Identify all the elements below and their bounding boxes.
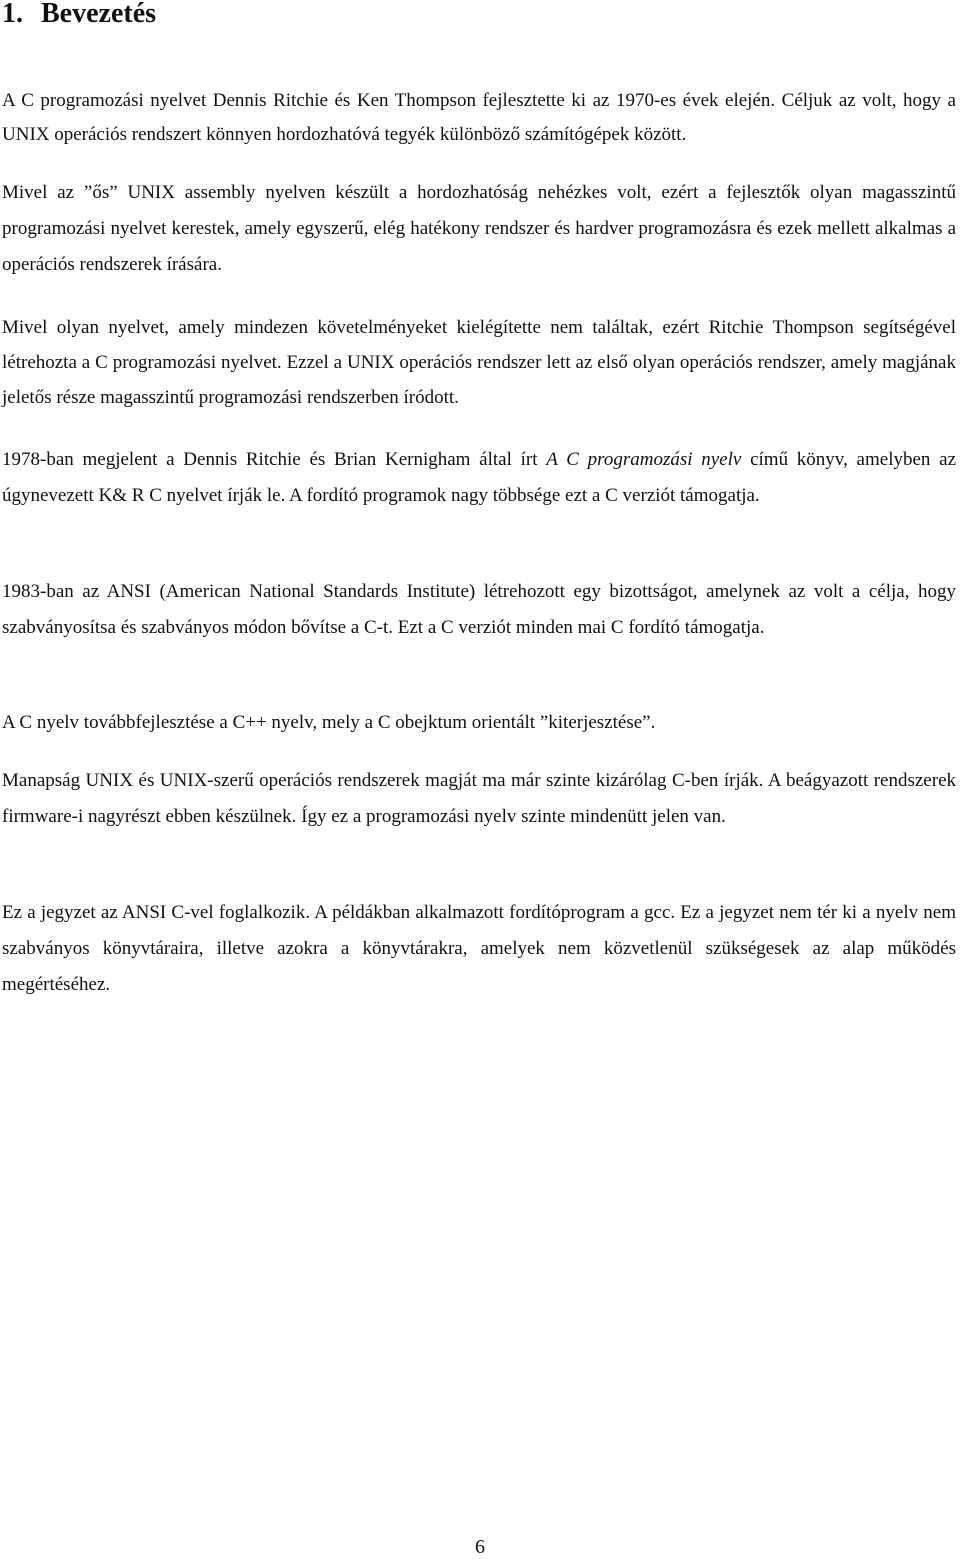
book-title: A C programozási nyelv [546, 449, 742, 470]
paragraph-scope: Ez a jegyzet az ANSI C-vel foglalkozik. A példákban alkalmazott fordítóprogram a gcc. Ez a jegyzet nem tér ki a nyelv nem szabványos könyvtáraira, illetve azokra a könyvtárakra, amelyek nem közvetlenül szükségesek az alap működés megértéséhez. [2, 902, 956, 995]
paragraph-creation: Mivel olyan nyelvet, amely mindezen követelményeket kielégítette nem találtak, ezért Ritchie Thompson segítségével létrehozta a C programozási nyelvet. Ezzel a UNIX operációs rendszer lett az első olyan operációs rendszer, amely magjának jeletős része magasszintű programozási rendszerben íródott. [2, 317, 956, 408]
paragraph-portability: Mivel az ”ős” UNIX assembly nyelven készült a hordozhatóság nehézkes volt, ezért a fejlesztők olyan magasszintű programozási nyelvet kerestek, amely egyszerű, elég hatékony rendszer és hardver programozásra és ezek mellett alkalmas a operációs rendszerek írására. [2, 182, 956, 275]
paragraph-kr-book-before: 1978-ban megjelent a Dennis Ritchie és Brian Kernigham által írt [2, 449, 547, 470]
paragraph-intro: A C programozási nyelvet Dennis Ritchie és Ken Thompson fejlesztette ki az 1970-es évek elején. Céljuk az volt, hogy a UNIX operációs rendszert könnyen hordozhatóvá tegyék különböző számítógépek között. [2, 90, 956, 145]
paragraph-kr-book-after: című könyv, amelyben az úgynevezett K& R C nyelvet írják le. A fordító programok nagy többsége ezt a C verziót támogatja. [2, 449, 957, 506]
section-number: 1. [2, 0, 23, 29]
paragraph-kr-book [2, 442, 956, 514]
page-number: 6 [475, 1536, 485, 1558]
section-title: Bevezetés [41, 0, 157, 29]
paragraph-ansi: 1983-ban az ANSI (American National Standards Institute) létrehozott egy bizottságot, amelynek az volt a célja, hogy szabványosítsa és szabványos módon bővítse a C-t. Ezt a C verziót minden mai C fordító támogatja. [2, 581, 956, 638]
paragraph-usage: Manapság UNIX és UNIX-szerű operációs rendszerek magját ma már szinte kizárólag C-ben írják. A beágyazott rendszerek firmware-i nagyrészt ebben készülnek. Így ez a programozási nyelv szinte mindenütt jelen van. [2, 770, 956, 827]
section-heading [2, 0, 156, 34]
paragraph-cpp: A C nyelv továbbfejlesztése a C++ nyelv, mely a C obejktum orientált ”kiterjesztése”. [2, 712, 656, 733]
